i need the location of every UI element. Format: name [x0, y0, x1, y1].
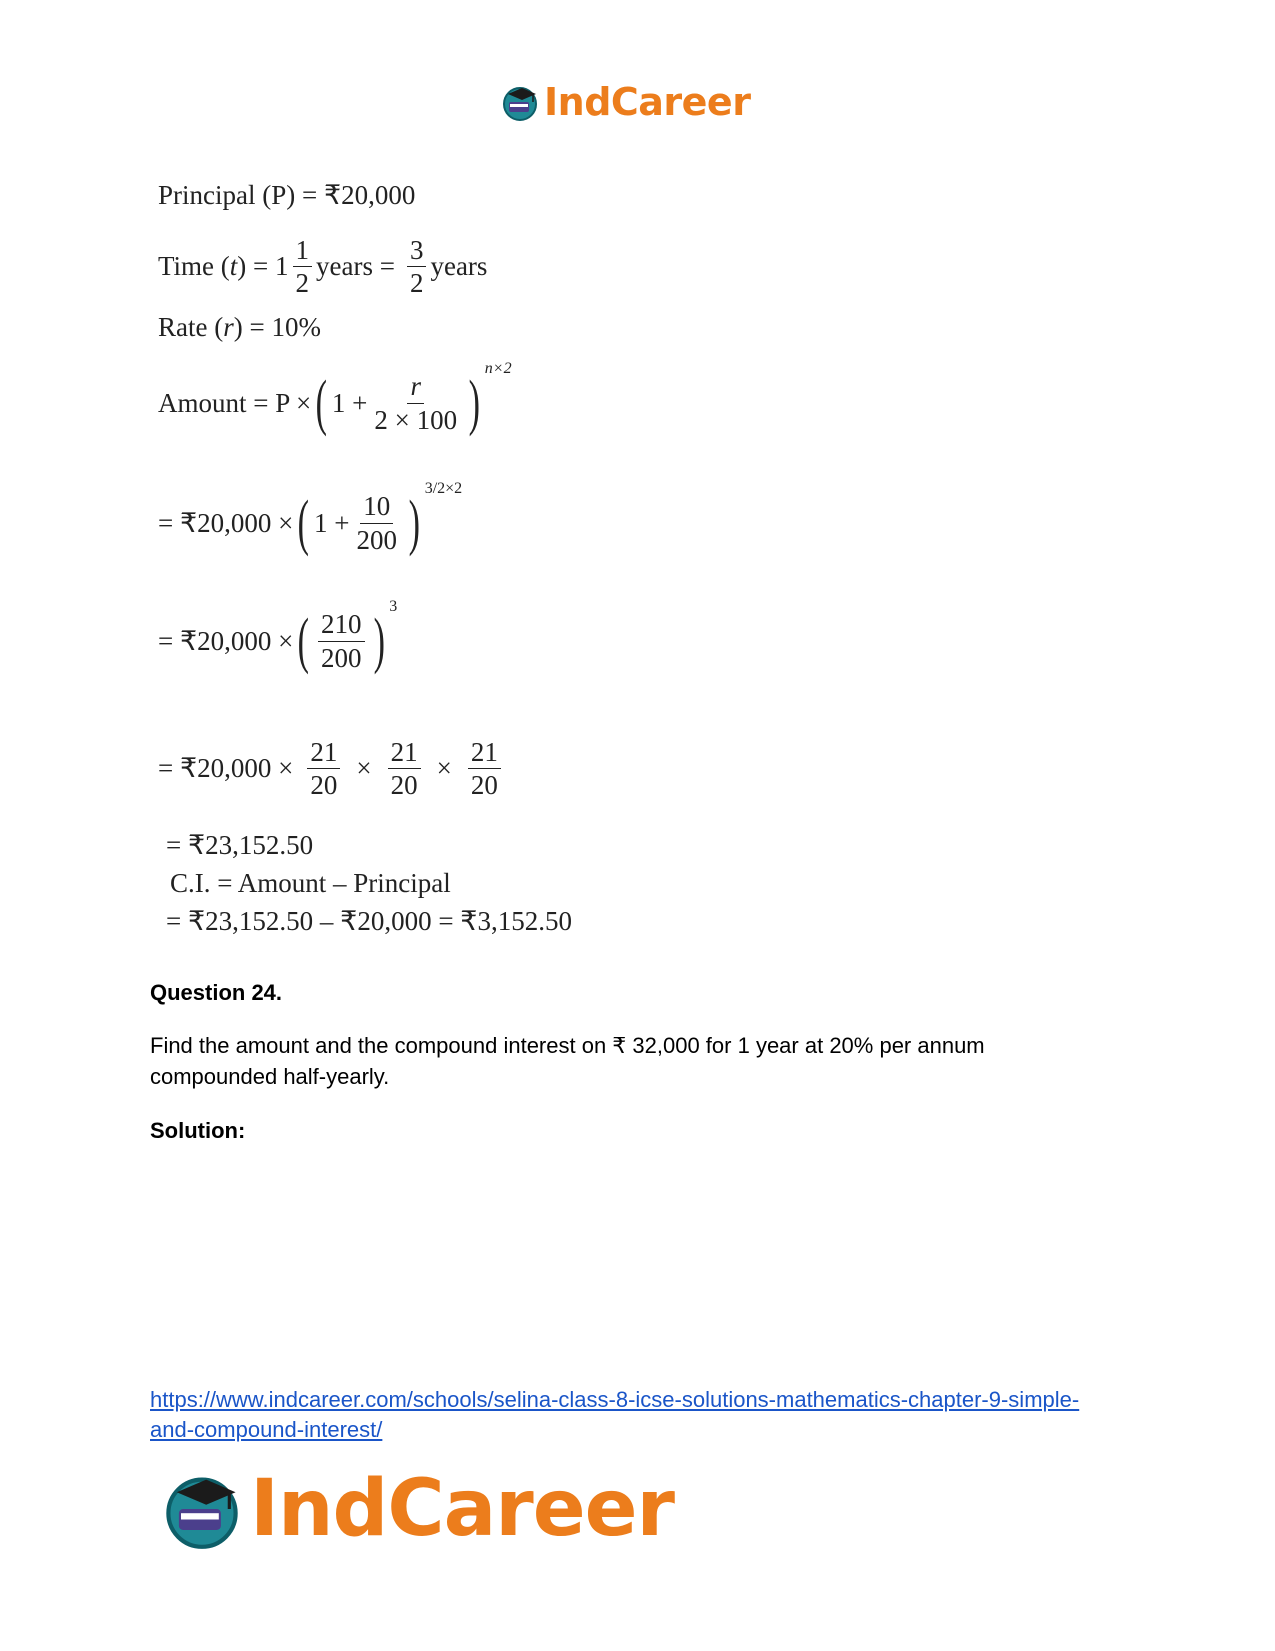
question-title: Question 24. — [150, 980, 283, 1005]
exponent: 3/2×2 — [424, 480, 463, 497]
fraction — [468, 738, 501, 800]
left-paren: ( — [298, 489, 310, 557]
fraction-num: 10 — [360, 492, 393, 523]
fraction-den: 2 — [409, 268, 424, 299]
fraction-den: 2 — [295, 268, 310, 299]
exponent: n×2 — [484, 360, 512, 377]
graduation-globe-icon — [500, 82, 540, 122]
fraction-den: 200 — [356, 524, 398, 555]
one-plus: 1 + — [314, 507, 350, 538]
time-mid: ) = 1 — [237, 251, 289, 282]
time-prefix: Time ( — [158, 251, 230, 282]
rate-line — [158, 312, 321, 343]
fraction — [388, 738, 421, 800]
logo-text: IndCareer — [250, 1464, 674, 1554]
fraction-num: 21 — [307, 738, 340, 769]
one-plus: 1 + — [331, 387, 368, 418]
amount-formula-line — [158, 360, 512, 437]
time-line — [158, 236, 487, 298]
principal-text: Principal (P) = ₹20,000 — [158, 180, 416, 210]
right-paren: ) — [468, 369, 481, 437]
question-text: Find the amount and the compound interest on ₹ 32,000 for 1 year at 20% per annum compounded half-yearly. — [150, 1033, 985, 1089]
right-paren: ) — [373, 607, 385, 675]
fraction — [371, 372, 460, 434]
left-paren: ( — [315, 369, 328, 437]
step-prefix: = ₹20,000 × — [158, 625, 294, 656]
left-paren: ( — [298, 607, 310, 675]
step-prefix: = ₹20,000 × — [158, 753, 294, 784]
footer-logo — [160, 1464, 674, 1554]
ci-formula: C.I. = Amount – Principal — [170, 868, 451, 898]
principal-line — [158, 180, 415, 211]
fraction — [307, 738, 340, 800]
step2-line — [158, 598, 398, 675]
time-years-label: years — [430, 251, 488, 282]
time-years-label: years = — [316, 251, 395, 282]
fraction-den: 200 — [321, 642, 362, 673]
step-prefix: = ₹20,000 × — [158, 507, 294, 538]
logo-text: IndCareer — [544, 80, 751, 124]
step1-line — [158, 480, 463, 557]
times-sign: × — [436, 753, 452, 784]
fraction — [407, 236, 427, 298]
fraction-num: 210 — [318, 610, 365, 641]
amount-prefix: Amount = P × — [158, 387, 312, 418]
rate-var: r — [223, 312, 234, 342]
amount-result: = ₹23,152.50 — [166, 830, 314, 860]
fraction — [354, 492, 401, 554]
graduation-globe-icon — [160, 1467, 244, 1551]
fraction-den: 2 × 100 — [374, 404, 458, 435]
fraction-num: 3 — [407, 236, 427, 267]
header-logo — [500, 80, 750, 124]
fraction-num: 21 — [468, 738, 501, 769]
fraction-den: 20 — [470, 770, 498, 801]
fraction-den: 20 — [390, 770, 418, 801]
fraction-den: 20 — [310, 770, 338, 801]
ci-result-line — [166, 906, 572, 937]
fraction — [293, 236, 313, 298]
source-link[interactable]: https://www.indcareer.com/schools/selina-class-8-icse-solutions-mathematics-chapter-9-simple-and-compound-interest/ — [150, 1387, 1080, 1442]
fraction — [318, 610, 365, 672]
fraction-num: r — [407, 372, 424, 403]
ci-result: = ₹23,152.50 – ₹20,000 = ₹3,152.50 — [166, 906, 572, 936]
fraction-num: 1 — [293, 236, 313, 267]
right-paren: ) — [408, 489, 421, 557]
rate-suffix: ) = 10% — [233, 312, 321, 342]
step3-line — [158, 738, 505, 800]
ci-formula-line — [170, 868, 451, 899]
solution-label: Solution: — [150, 1118, 246, 1143]
time-var: t — [229, 251, 238, 282]
result-line — [166, 830, 313, 861]
exponent: 3 — [389, 598, 398, 615]
fraction-num: 21 — [388, 738, 421, 769]
times-sign: × — [356, 753, 372, 784]
rate-prefix: Rate ( — [158, 312, 224, 342]
